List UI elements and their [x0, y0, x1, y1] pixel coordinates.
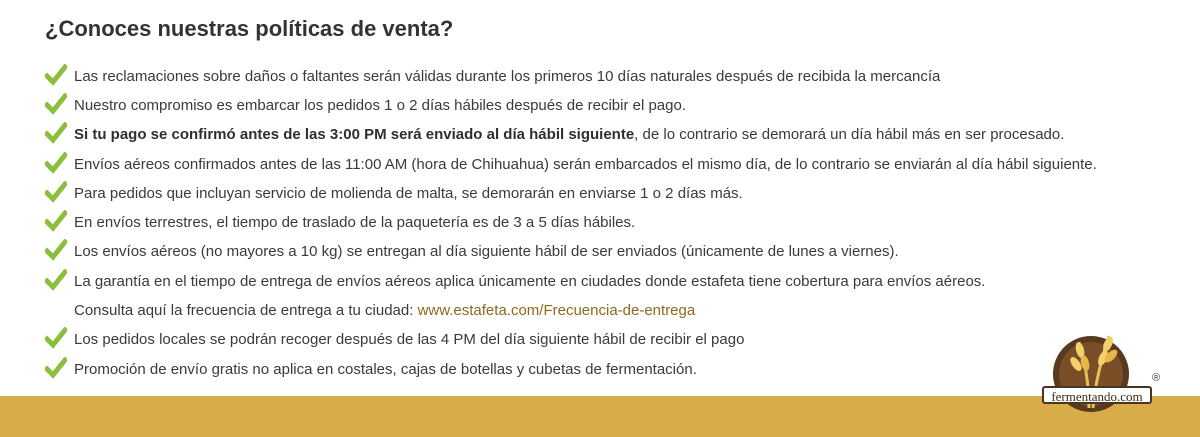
checkmark-icon: [45, 239, 67, 261]
list-item-text: En envíos terrestres, el tiempo de traslado de la paquetería es de 3 a 5 días hábiles.: [74, 214, 636, 232]
list-item: [45, 238, 1175, 267]
registered-mark: ®: [1152, 372, 1161, 384]
checkmark-icon: [45, 93, 67, 115]
list-item-text: Los envíos aéreos (no mayores a 10 kg) se entregan al día siguiente hábil de ser enviados (únicamente de lunes a viernes).: [74, 243, 899, 261]
checkmark-icon: [45, 327, 67, 349]
checkmark-icon: [45, 122, 67, 144]
list-item: [45, 208, 1175, 237]
list-item-text: Envíos aéreos confirmados antes de las 11:00 AM (hora de Chihuahua) serán embarcados el mismo día, de lo contrario se enviarán al día hábil siguiente.: [74, 155, 1097, 173]
list-item-rest-text: , de lo contrario se demorará un día hábil más en ser procesado.: [634, 126, 1065, 144]
delivery-frequency-line: [45, 296, 1175, 325]
list-item: [45, 267, 1175, 296]
list-item-bold-text: Si tu pago se confirmó antes de las 3:00 PM será enviado al día hábil siguiente: [74, 126, 635, 144]
list-item: [45, 62, 1175, 91]
logo-wordmark: fermentando.com: [1042, 386, 1152, 404]
list-item: [45, 121, 1175, 150]
list-item-text: Las reclamaciones sobre daños o faltantes serán válidas durante los primeros 10 días naturales después de recibida la mercancía: [74, 67, 941, 85]
estafeta-frequency-link[interactable]: www.estafeta.com/Frecuencia-de-entrega: [417, 302, 696, 320]
list-item: [45, 91, 1175, 120]
checkmark-icon: [45, 181, 67, 203]
footer-band: [0, 396, 1200, 437]
delivery-frequency-text: [74, 302, 695, 320]
checkmark-icon: [45, 269, 67, 291]
list-item: [45, 355, 1175, 384]
checkmark-icon: [45, 64, 67, 86]
delivery-frequency-label: Consulta aquí la frecuencia de entrega a tu ciudad:: [74, 302, 418, 320]
list-item: [45, 326, 1175, 355]
list-item-text: Los pedidos locales se podrán recoger después de las 4 PM del día siguiente hábil de recibir el pago: [74, 331, 745, 349]
page-title: ¿Conoces nuestras políticas de venta?: [45, 16, 454, 41]
list-item-text: Para pedidos que incluyan servicio de molienda de malta, se demorarán en enviarse 1 o 2 días más.: [74, 184, 743, 202]
checkmark-icon: [45, 210, 67, 232]
list-item-text: Nuestro compromiso es embarcar los pedidos 1 o 2 días hábiles después de recibir el pago.: [74, 96, 686, 114]
policy-list: [45, 62, 1175, 384]
checkmark-icon: [45, 357, 67, 379]
list-item-text: La garantía en el tiempo de entrega de envíos aéreos aplica únicamente en ciudades donde estafeta tiene cobertura para envíos aéreos.: [74, 272, 986, 290]
list-item-text: [74, 126, 1064, 144]
checkmark-icon: [45, 152, 67, 174]
list-item-text: Promoción de envío gratis no aplica en costales, cajas de botellas y cubetas de fermentación.: [74, 360, 697, 378]
list-item: [45, 179, 1175, 208]
list-item: [45, 150, 1175, 179]
